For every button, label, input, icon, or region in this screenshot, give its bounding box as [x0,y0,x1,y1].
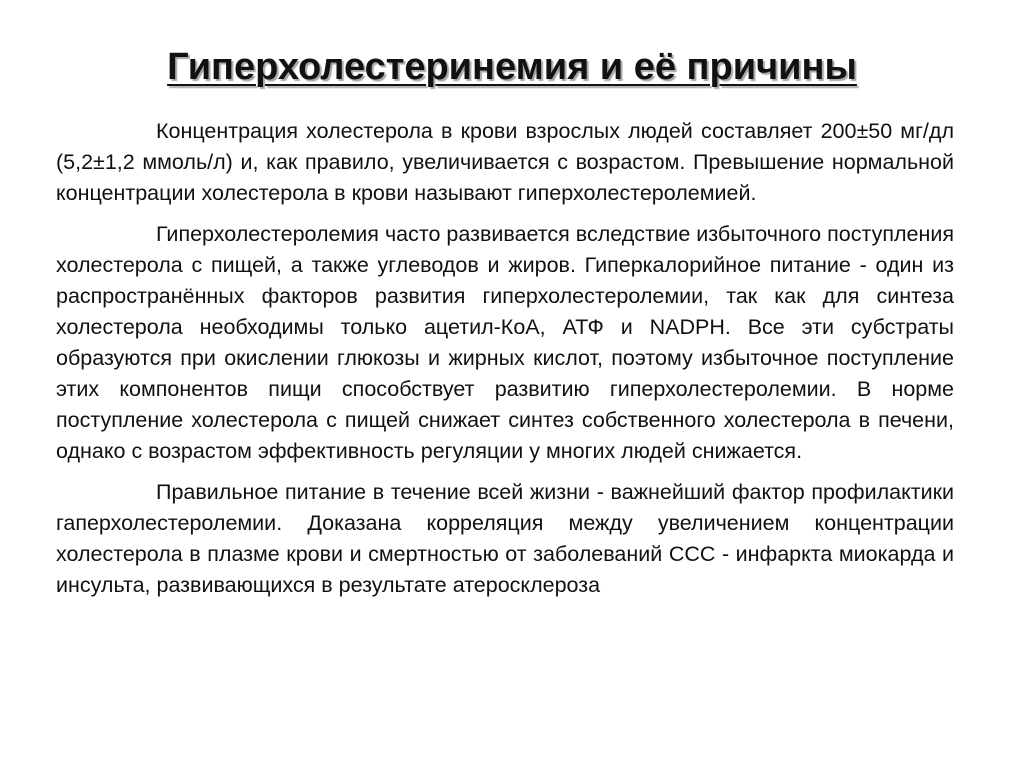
paragraph-1: Концентрация холестерола в крови взрослых людей составляет 200±50 мг/дл (5,2±1,2 ммоль/л) и, как правило, увеличивается с возрастом. Превышение нормальной концентрации холестерола в крови называют гиперхолестеролемией. [56,119,954,205]
paragraph-2: Гиперхолестеролемия часто развивается вследствие избыточного поступления холестерола с пищей, а также углеводов и жиров. Гиперкалорийное питание - один из распространённых факторов развития гиперхолестеролемии, так как для синтеза холестерола необходимы только ацетил-КоА, АТФ и NADPH. Все эти субстраты образуются при окислении глюкозы и жирных кислот, поэтому избыточное поступление этих компонентов пищи способствует развитию гиперхолестеролемии. В норме поступление холестерола с пищей снижает синтез собственного холестерола в печени, однако с возрастом эффективность регуляции у многих людей снижается. [56,222,954,463]
slide-body [56,116,954,611]
paragraph-3: Правильное питание в течение всей жизни - важнейший фактор профилактики гаперхолестеролемии. Доказана корреляция между увеличением концентрации холестерола в плазме крови и смертностью от заболеваний ССС - инфаркта миокарда и инсульта, развивающихся в результате атеросклероза [56,480,954,597]
slide-title: Гиперхолестеринемия и её причины [167,46,857,88]
